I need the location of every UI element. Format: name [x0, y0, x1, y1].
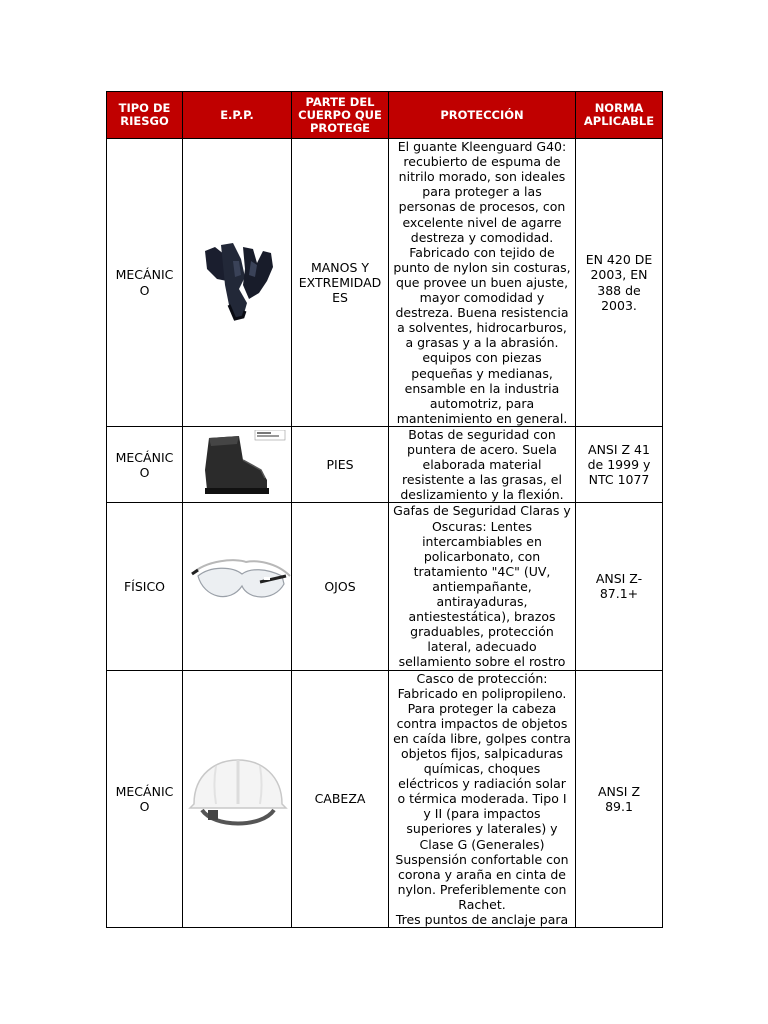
parte-cuerpo-cell: OJOS	[292, 503, 389, 670]
table-row	[107, 139, 663, 427]
header-row	[107, 92, 663, 139]
parte-cuerpo-cell: MANOS Y EXTREMIDAD ES	[292, 139, 389, 427]
header-norma: NORMA APLICABLE	[576, 92, 663, 139]
parte-cuerpo-cell: PIES	[292, 427, 389, 503]
riesgo-cell: FÍSICO	[107, 503, 183, 670]
proteccion-cell: Casco de protección: Fabricado en polipropileno. Para proteger la cabeza contra impactos de objetos en caída libre, golpes contra objetos fijos, salpicaduras químicas, choques eléctricos y radiación solar o térmica moderada. Tipo I y II (para impactos superiores y laterales) y Clase G (Generales) Suspensión confortable con corona y araña en cinta de nylon. Preferiblemente con Rachet. Tres puntos de anclaje para	[389, 670, 576, 928]
norma-cell: ANSI Z- 87.1+	[576, 503, 663, 670]
hard-hat-icon	[186, 754, 290, 844]
epp-image-cell	[183, 670, 292, 928]
epp-image-cell	[183, 503, 292, 670]
table-row	[107, 427, 663, 503]
proteccion-cell: Botas de seguridad con puntera de acero. Suela elaborada material resistente a las grasas, el deslizamiento y la flexión.	[389, 427, 576, 503]
parte-cuerpo-cell: CABEZA	[292, 670, 389, 928]
header-proteccion: PROTECCIÓN	[389, 92, 576, 139]
safety-boot-icon	[187, 430, 287, 500]
safety-glasses-icon	[186, 546, 294, 626]
riesgo-cell: MECÁNIC O	[107, 427, 183, 503]
norma-cell: ANSI Z 89.1	[576, 670, 663, 928]
epp-image-cell	[183, 139, 292, 427]
proteccion-cell: El guante Kleenguard G40: recubierto de espuma de nitrilo morado, son ideales para proteger a las personas de procesos, con excelente nivel de agarre destreza y comodidad. Fabricado con tejido de punto de nylon sin costuras, que provee un buen ajuste, mayor comodidad y destreza. Buena resistencia a solventes, hidrocarburos, a grasas y a la abrasión. equipos con piezas pequeñas y medianas, ensamble en la industria automotriz, para mantenimiento en general.	[389, 139, 576, 427]
riesgo-cell: MECÁNIC O	[107, 139, 183, 427]
epp-image-cell	[183, 427, 292, 503]
norma-cell: ANSI Z 41 de 1999 y NTC 1077	[576, 427, 663, 503]
header-parte-cuerpo: PARTE DEL CUERPO QUE PROTEGE	[292, 92, 389, 139]
header-tipo-riesgo: TIPO DE RIESGO	[107, 92, 183, 139]
glove-icon	[187, 241, 287, 327]
table-row	[107, 503, 663, 670]
riesgo-cell: MECÁNIC O	[107, 670, 183, 928]
table-row	[107, 670, 663, 928]
norma-cell: EN 420 DE 2003, EN 388 de 2003.	[576, 139, 663, 427]
proteccion-cell: Gafas de Seguridad Claras y Oscuras: Lentes intercambiables en policarbonato, con tratamiento "4C" (UV, antiempañante, antirayaduras, antiestestática), brazos graduables, protección lateral, adecuado sellamiento sobre el rostro	[389, 503, 576, 670]
header-epp: E.P.P.	[183, 92, 292, 139]
epp-table	[106, 91, 663, 928]
